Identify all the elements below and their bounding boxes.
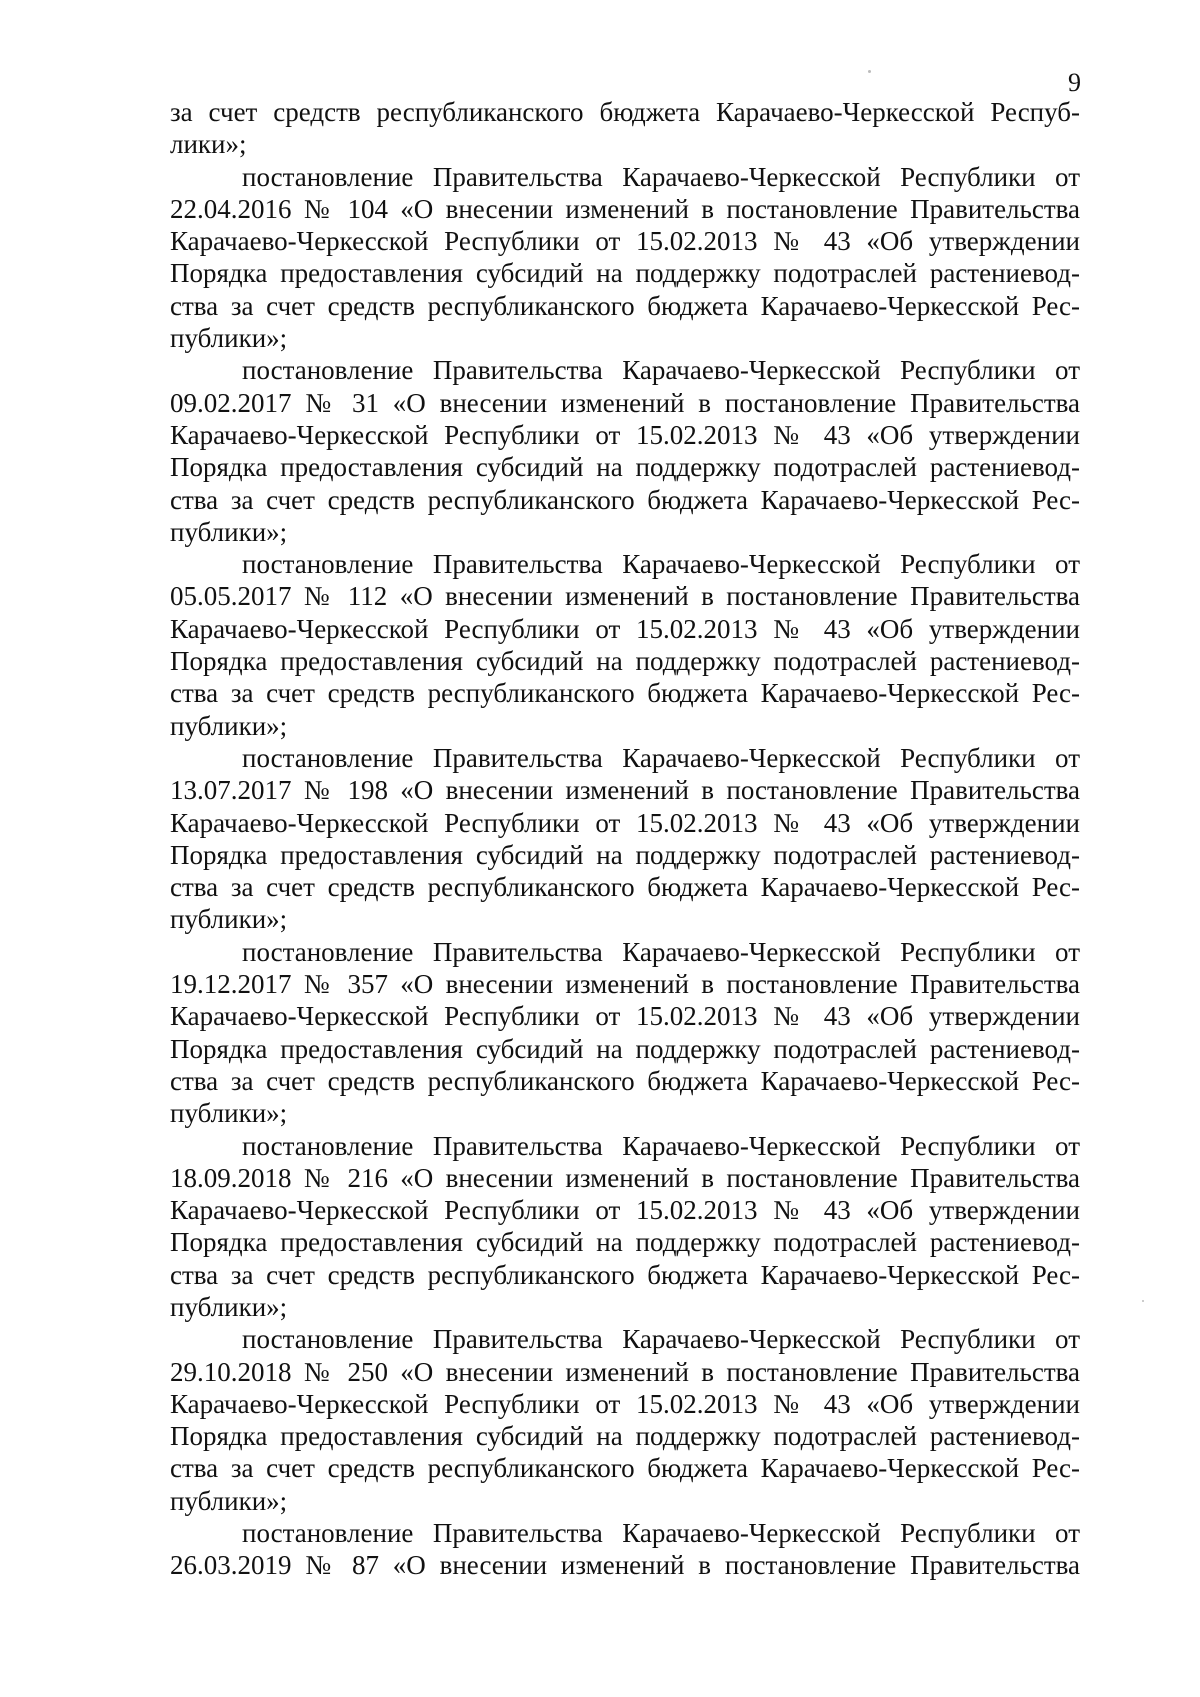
text-line: Порядка предоставления субсидий на поддержку подотраслей растениевод- xyxy=(170,452,1080,483)
text-line: 13.07.2017 № 198 «О внесении изменений в постановление Правительства xyxy=(170,775,1080,806)
text-line: ства за счет средств республиканского бюджета Карачаево-Черкесской Рес- xyxy=(170,1065,1080,1096)
text-line: лики»; xyxy=(170,129,247,160)
text-line: 26.03.2019 № 87 «О внесении изменений в постановление Правительства xyxy=(170,1550,1080,1581)
page-number: 9 xyxy=(1068,68,1081,97)
text-line: публики»; xyxy=(170,516,288,547)
text-line: постановление Правительства Карачаево-Черкесской Республики от xyxy=(242,936,1080,967)
text-line: ства за счет средств республиканского бюджета Карачаево-Черкесской Рес- xyxy=(170,1453,1080,1484)
text-line: 22.04.2016 № 104 «О внесении изменений в постановление Правительства xyxy=(170,193,1080,224)
text-line: постановление Правительства Карачаево-Черкесской Республики от xyxy=(242,1518,1080,1549)
text-line: постановление Правительства Карачаево-Черкесской Республики от xyxy=(242,161,1080,192)
text-line: ства за счет средств республиканского бюджета Карачаево-Черкесской Рес- xyxy=(170,872,1080,903)
text-line: 09.02.2017 № 31 «О внесении изменений в постановление Правительства xyxy=(170,387,1080,418)
text-line: публики»; xyxy=(170,1291,288,1322)
text-line: Карачаево-Черкесской Республики от 15.02.2013 № 43 «Об утверждении xyxy=(170,226,1080,257)
text-line: Порядка предоставления субсидий на поддержку подотраслей растениевод- xyxy=(170,1227,1080,1258)
text-line: Карачаево-Черкесской Республики от 15.02.2013 № 43 «Об утверждении xyxy=(170,419,1080,450)
scan-speck xyxy=(868,70,871,73)
text-line: Карачаево-Черкесской Республики от 15.02.2013 № 43 «Об утверждении xyxy=(170,1388,1080,1419)
text-line: постановление Правительства Карачаево-Черкесской Республики от xyxy=(242,549,1080,580)
text-line: 18.09.2018 № 216 «О внесении изменений в постановление Правительства xyxy=(170,1162,1080,1193)
text-line: Порядка предоставления субсидий на поддержку подотраслей растениевод- xyxy=(170,646,1080,677)
text-line: публики»; xyxy=(170,1098,288,1129)
text-line: 19.12.2017 № 357 «О внесении изменений в постановление Правительства xyxy=(170,969,1080,1000)
text-line: постановление Правительства Карачаево-Черкесской Республики от xyxy=(242,742,1080,773)
text-line: 29.10.2018 № 250 «О внесении изменений в постановление Правительства xyxy=(170,1356,1080,1387)
text-line: публики»; xyxy=(170,1485,288,1516)
text-line: ства за счет средств республиканского бюджета Карачаево-Черкесской Рес- xyxy=(170,678,1080,709)
text-line: Порядка предоставления субсидий на поддержку подотраслей растениевод- xyxy=(170,258,1080,289)
text-line: публики»; xyxy=(170,710,288,741)
text-line: Порядка предоставления субсидий на поддержку подотраслей растениевод- xyxy=(170,839,1080,870)
text-line: ства за счет средств республиканского бюджета Карачаево-Черкесской Рес- xyxy=(170,290,1080,321)
text-line: 05.05.2017 № 112 «О внесении изменений в постановление Правительства xyxy=(170,581,1080,612)
text-line: Порядка предоставления субсидий на поддержку подотраслей растениевод- xyxy=(170,1033,1080,1064)
text-line: Карачаево-Черкесской Республики от 15.02.2013 № 43 «Об утверждении xyxy=(170,1195,1080,1226)
document-body xyxy=(170,96,1080,1582)
text-line: Карачаево-Черкесской Республики от 15.02.2013 № 43 «Об утверждении xyxy=(170,1001,1080,1032)
text-line: Порядка предоставления субсидий на поддержку подотраслей растениевод- xyxy=(170,1421,1080,1452)
text-line: ства за счет средств республиканского бюджета Карачаево-Черкесской Рес- xyxy=(170,484,1080,515)
text-line: за счет средств республиканского бюджета Карачаево-Черкесской Респуб- xyxy=(170,97,1080,127)
text-line: ства за счет средств республиканского бюджета Карачаево-Черкесской Рес- xyxy=(170,1259,1080,1290)
text-line: постановление Правительства Карачаево-Черкесской Республики от xyxy=(242,355,1080,386)
text-line: постановление Правительства Карачаево-Черкесской Республики от xyxy=(242,1130,1080,1161)
text-line: постановление Правительства Карачаево-Черкесской Республики от xyxy=(242,1324,1080,1355)
text-line: публики»; xyxy=(170,323,288,354)
scan-speck xyxy=(1142,1300,1144,1302)
text-line: Карачаево-Черкесской Республики от 15.02.2013 № 43 «Об утверждении xyxy=(170,613,1080,644)
text-line: публики»; xyxy=(170,904,288,935)
text-line: Карачаево-Черкесской Республики от 15.02.2013 № 43 «Об утверждении xyxy=(170,807,1080,838)
